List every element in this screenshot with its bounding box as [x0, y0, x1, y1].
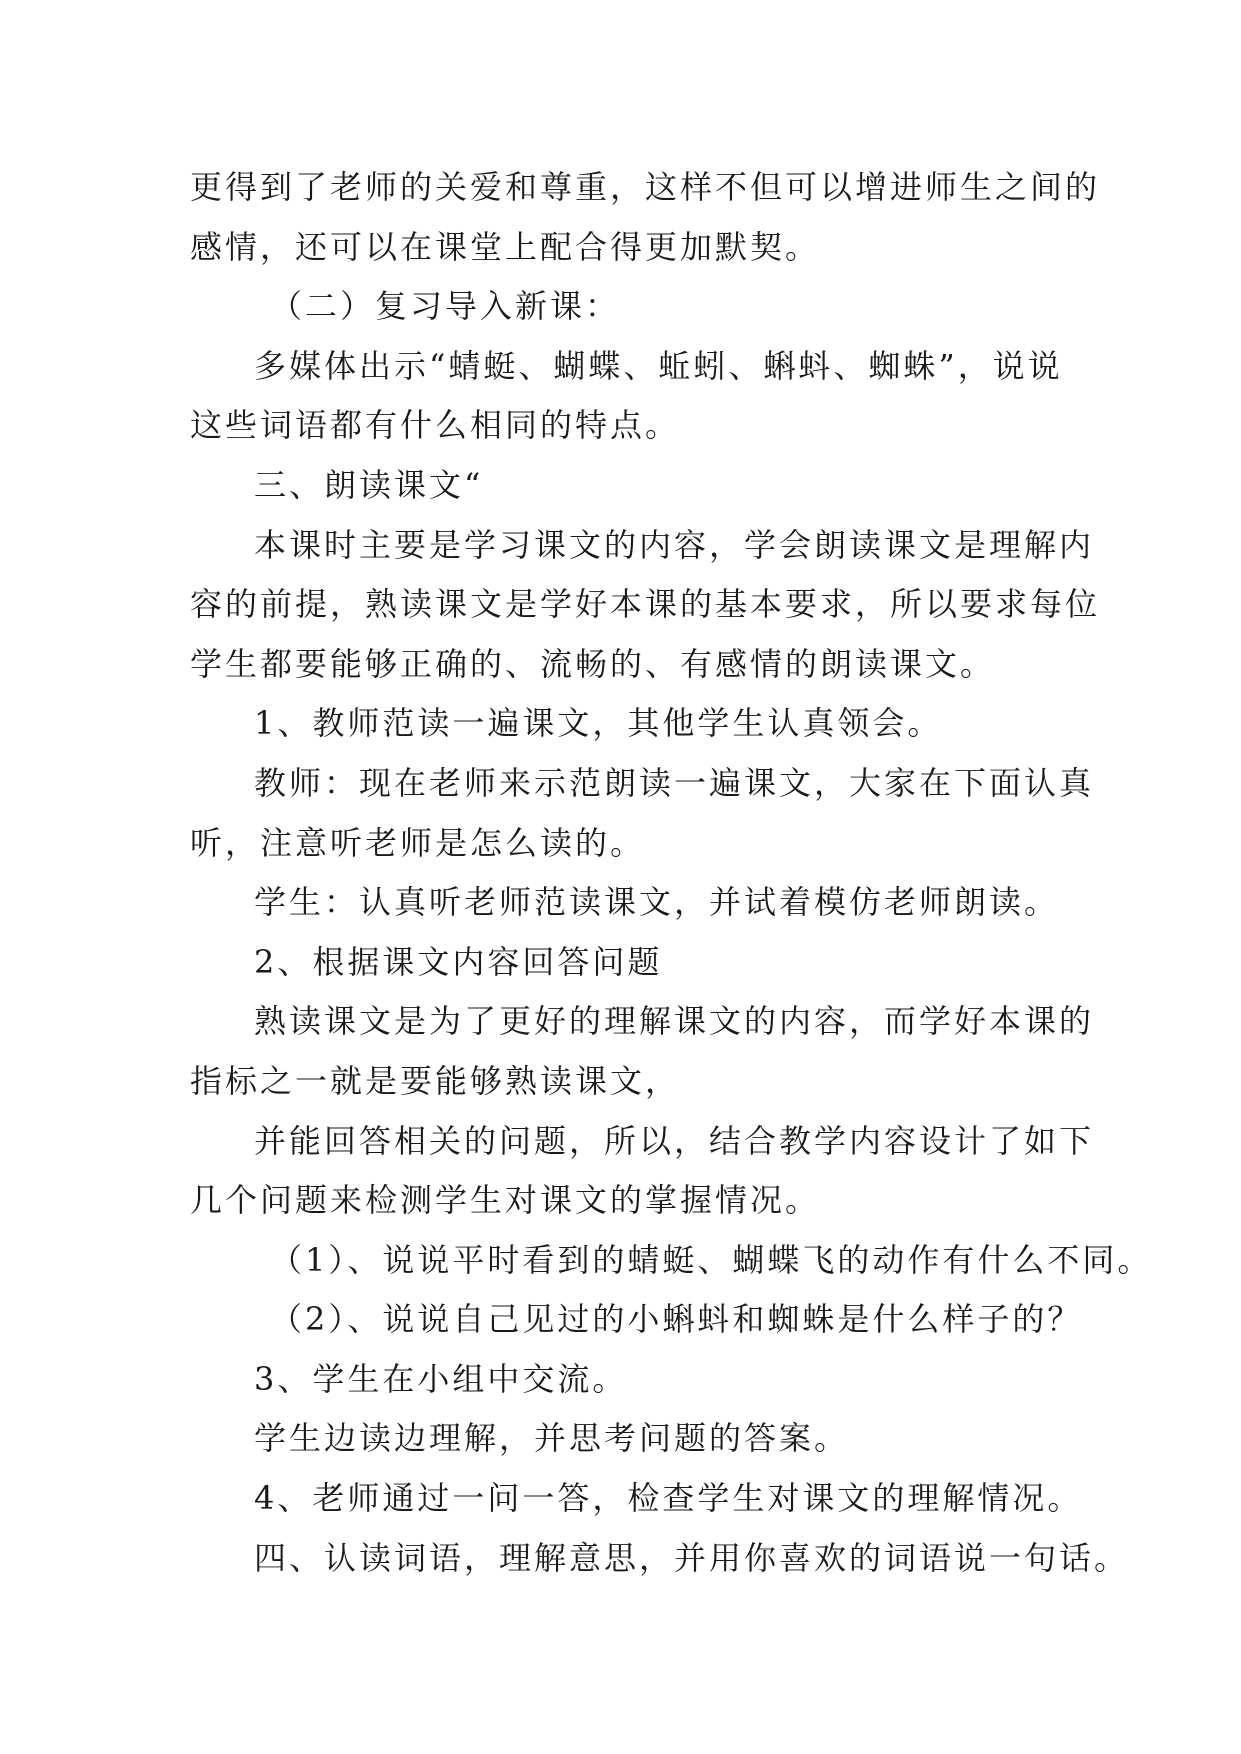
text-line: 感情，还可以在课堂上配合得更加默契。: [190, 227, 821, 266]
text-line: 3、学生在小组中交流。: [254, 1359, 628, 1398]
text-line: 几个问题来检测学生对课文的掌握情况。: [190, 1181, 821, 1220]
text-line: 学生都要能够正确的、流畅的、有感情的朗读课文。: [190, 644, 996, 683]
question-item: （2）、说说自己见过的小蝌蚪和蜘蛛是什么样子的？: [270, 1300, 1083, 1339]
text-line: 学生边读边理解，并思考问题的答案。: [254, 1419, 850, 1458]
text-line: 教师：现在老师来示范朗读一遍课文，大家在下面认真: [254, 763, 1095, 802]
question-item: （1）、说说平时看到的蜻蜓、蝴蝶飞的动作有什么不同。: [270, 1240, 1153, 1279]
text-line: 听，注意听老师是怎么读的。: [190, 823, 646, 862]
document-body: [190, 158, 1153, 1588]
section-heading: 三、朗读课文“: [254, 465, 484, 504]
text-line: 4、老师通过一问一答，检查学生对课文的理解情况。: [254, 1479, 1083, 1518]
section-heading: （二）复习导入新课：: [270, 287, 621, 326]
text-line: 2、根据课文内容回答问题: [254, 942, 663, 981]
text-line: 指标之一就是要能够熟读课文，: [190, 1061, 681, 1100]
text-line: 学生：认真听老师范读课文，并试着模仿老师朗读。: [254, 883, 1060, 922]
text-line: 熟读课文是为了更好的理解课文的内容，而学好本课的: [254, 1002, 1095, 1041]
text-line: 容的前提，熟读课文是学好本课的基本要求，所以要求每位: [190, 585, 1101, 624]
text-line: 多媒体出示“蜻蜓、蝴蝶、蚯蚓、蝌蚪、蜘蛛”，说说: [254, 346, 1063, 385]
text-line: 并能回答相关的问题，所以，结合教学内容设计了如下: [254, 1121, 1095, 1160]
text-line: 这些词语都有什么相同的特点。: [190, 406, 681, 445]
text-line: 1、教师范读一遍课文，其他学生认真领会。: [254, 704, 943, 743]
text-line: 更得到了老师的关爱和尊重，这样不但可以增进师生之间的: [190, 168, 1101, 206]
section-heading: 四、认读词语，理解意思，并用你喜欢的词语说一句话。: [254, 1538, 1130, 1577]
text-line: 本课时主要是学习课文的内容，学会朗读课文是理解内: [254, 525, 1095, 564]
